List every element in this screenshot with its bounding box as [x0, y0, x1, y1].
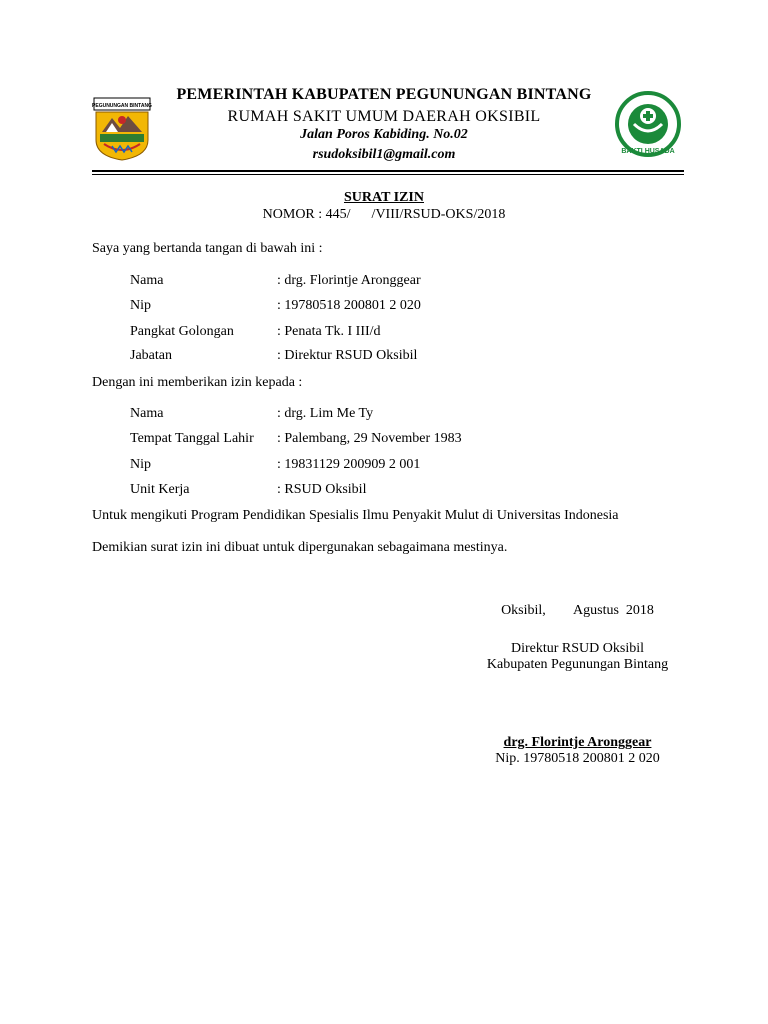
signer-label-pangkat: Pangkat Golongan: [130, 324, 234, 339]
intro-recipient: Dengan ini memberikan izin kepada :: [92, 375, 303, 390]
government-heading: PEMERINTAH KABUPATEN PEGUNUNGAN BINTANG: [176, 86, 592, 103]
letter-title: SURAT IZIN: [343, 190, 424, 205]
recipient-label-nama: Nama: [130, 406, 164, 421]
letter-number: NOMOR : 445/ /VIII/RSUD-OKS/2018: [262, 207, 506, 222]
emblem-banner-text: PEGUNUNGAN BINTANG: [92, 103, 152, 109]
closing-text: Demikian surat izin ini dibuat untuk dipergunakan sebagaimana mestinya.: [92, 540, 508, 555]
recipient-value-unit: : RSUD Oksibil: [277, 482, 367, 497]
signature-nip: Nip. 19780518 200801 2 020: [495, 751, 660, 766]
header-divider-thin: [92, 174, 684, 175]
recipient-value-ttl: : Palembang, 29 November 1983: [277, 431, 462, 446]
signature-position-1: Direktur RSUD Oksibil: [511, 641, 644, 656]
hospital-email: rsudoksibil1@gmail.com: [312, 147, 456, 162]
recipient-label-nip: Nip: [130, 457, 151, 472]
hospital-address: Jalan Poros Kabiding. No.02: [300, 127, 468, 142]
signature-position-2: Kabupaten Pegunungan Bintang: [486, 657, 669, 672]
recipient-value-nama: : drg. Lim Me Ty: [277, 406, 374, 421]
signature-name: drg. Florintje Aronggear: [503, 735, 652, 750]
signer-value-pangkat: : Penata Tk. I III/d: [277, 324, 381, 339]
purpose-text: Untuk mengikuti Program Pendidikan Spesialis Ilmu Penyakit Mulut di Universitas Indonesia: [92, 508, 619, 523]
recipient-label-unit: Unit Kerja: [130, 482, 190, 497]
signer-value-jabatan: : Direktur RSUD Oksibil: [277, 348, 418, 363]
signature-place-date: Oksibil, Agustus 2018: [501, 603, 654, 618]
signer-value-nama: : drg. Florintje Aronggear: [277, 273, 421, 288]
signer-label-jabatan: Jabatan: [130, 348, 172, 363]
recipient-value-nip: : 19831129 200909 2 001: [277, 457, 421, 472]
bakti-husada-text: BAKTI HUSADA: [621, 148, 675, 155]
signer-label-nama: Nama: [130, 273, 164, 288]
hospital-name: RUMAH SAKIT UMUM DAERAH OKSIBIL: [227, 108, 541, 125]
signer-label-nip: Nip: [130, 298, 151, 313]
header-divider-thick: [92, 170, 684, 172]
intro-signer: Saya yang bertanda tangan di bawah ini :: [92, 241, 323, 256]
recipient-label-ttl: Tempat Tanggal Lahir: [130, 431, 254, 446]
signer-value-nip: : 19780518 200801 2 020: [277, 298, 421, 313]
